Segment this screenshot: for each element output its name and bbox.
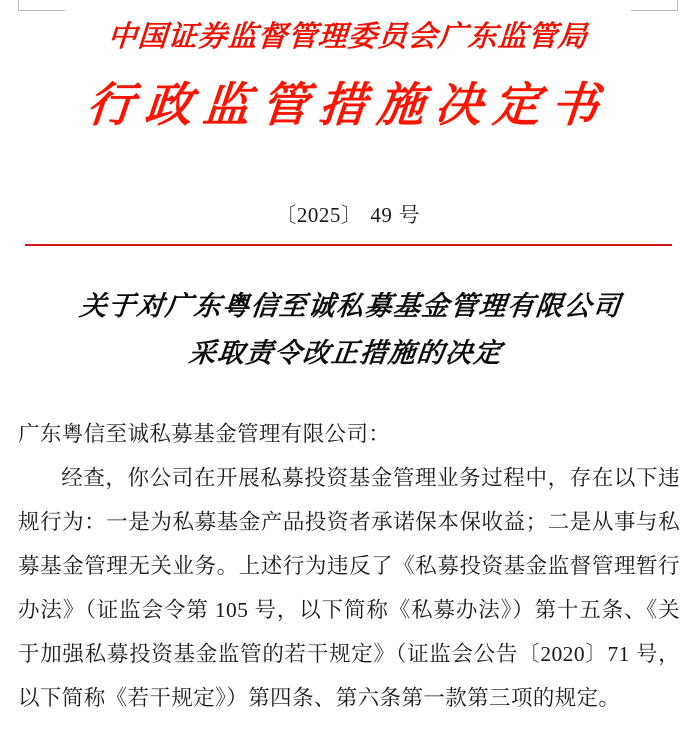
document-kind-title: 行政监管措施决定书 bbox=[84, 78, 612, 134]
document-subject-title bbox=[15, 283, 681, 377]
subject-line-1: 关于对广东粤信至诚私募基金管理有限公司 bbox=[78, 291, 623, 322]
body-salutation: 广东粤信至诚私募基金管理有限公司： bbox=[18, 422, 391, 446]
body-paragraph-1-text: 经查，你公司在开展私募投资基金管理业务过程中，存在以下违规行为：一是为私募基金产品投资者承诺保本保收益；二是从事与私募基金管理无关业务。上述行为违反了《私募投资基金监督管理暂行办法》（证监会令第 105 号，以下简称《私募办法》）第十五条、《关于加强私募投资基金监管的若干规定》（证监会公告〔2020〕71 号，以下简称《若干规定》）第四条、第六条第一款第三项的规定。 bbox=[18, 466, 680, 710]
document-number-unit: 号 bbox=[398, 203, 421, 227]
document-number-year: 〔2025〕 bbox=[275, 203, 363, 227]
document-number-serial: 49 bbox=[370, 203, 393, 227]
letterhead-divider bbox=[25, 244, 672, 246]
document-number bbox=[0, 199, 696, 229]
subject-line-2: 采取责令改正措施的决定 bbox=[187, 338, 504, 369]
letterhead bbox=[0, 18, 696, 135]
issuing-authority: 中国证券监督管理委员会广东监管局 bbox=[106, 19, 590, 53]
body-paragraph-1 bbox=[18, 456, 680, 720]
crop-mark-top-right bbox=[631, 0, 678, 11]
crop-mark-top-left bbox=[18, 0, 65, 11]
document-body bbox=[18, 412, 680, 720]
